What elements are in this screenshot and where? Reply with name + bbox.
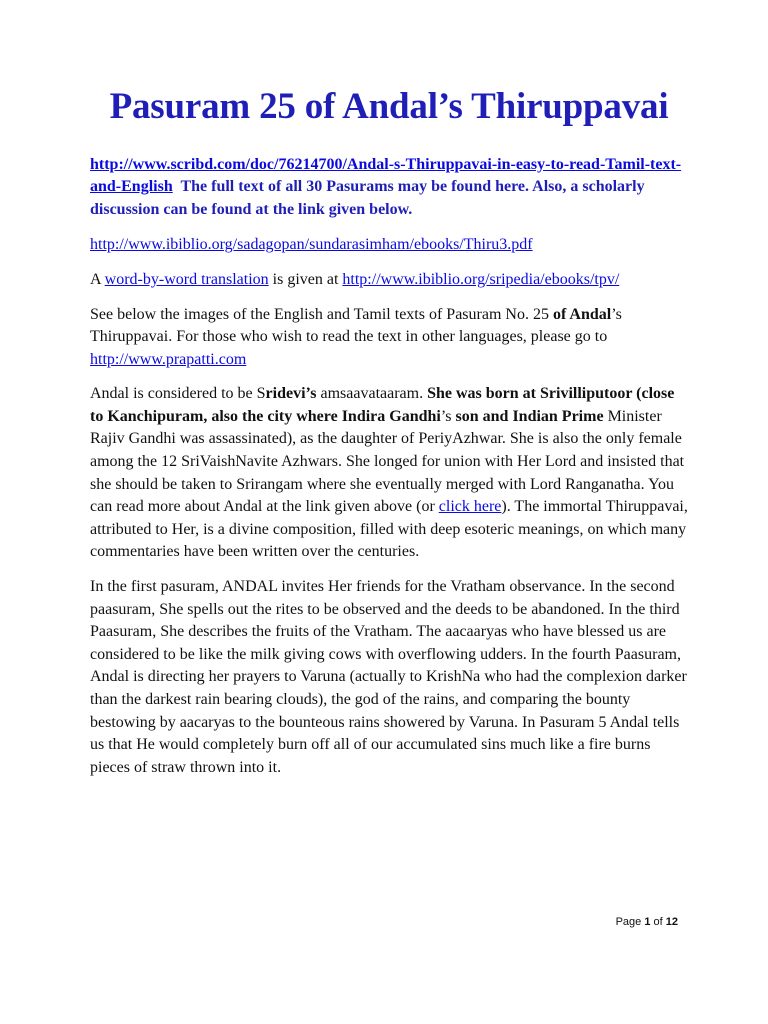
first-pasuram-paragraph: In the first pasuram, ANDAL invites Her friends for the Vratham observance. In the second paasuram, She spells out the rites to be observed and the deeds to be abandoned. In the third Paasuram, She describes the fruits of the Vratham. The aacaaryas who have blessed us are considered to be like the milk giving cows with overflowing udders. In the fourth Paasuram, Andal is directing her prayers to Varuna (actually to KrishNa who had the complexion darker than the darkest rain bearing clouds), the god of the rains, and comparing the bounty bestowing by aacaryas to the bounteous rains showered by Varuna. In Pasuram 5 Andal tells us that He would completely burn off all of our accumulated sins much like a fire burns pieces of straw thrown into it.: [90, 578, 687, 776]
sripedia-link[interactable]: http://www.ibiblio.org/sripedia/ebooks/tpv/: [342, 270, 620, 288]
translation-paragraph: [90, 269, 688, 292]
andal-bold-1: ridevi’s: [265, 385, 317, 403]
scribd-link[interactable]: http://www.scribd.com/doc/76214700/Andal-s-Thiruppavai-in-easy-to-read-Tamil-text-and-English: [90, 155, 682, 196]
andal-text-4: Minister Rajiv Gandhi was assassinated), as the daughter of PeriyAzhwar. She is also the only female among the 12 SriVaishNavite Azhwars. She longed for union with Her Lord and insisted that she should be taken to Srirangam where she eventually merged with Lord Ranganatha. You can read more about Andal at the link given above (or: [90, 407, 685, 516]
page-total: 12: [665, 916, 678, 928]
intro-paragraph: [90, 154, 688, 222]
andal-paragraph: [90, 383, 688, 564]
andal-text-1: Andal is considered to be S: [90, 385, 266, 403]
page-footer: [616, 916, 678, 928]
prapatti-link[interactable]: http://www.prapatti.com: [90, 350, 247, 368]
intro-text: The full text of all 30 Pasurams may be found here. Also, a scholarly discussion can be found at the link given below.: [90, 178, 645, 218]
see-below-paragraph: [90, 304, 688, 372]
andal-bold-3: son and Indian Prime: [455, 407, 604, 425]
see-below-bold: of Andal: [552, 305, 612, 323]
andal-text-5: ). The immortal Thiruppavai, attributed to Her, is a divine composition, filled with deep esoteric meanings, on which many commentaries have been written over the centuries.: [90, 498, 688, 561]
word-by-word-link[interactable]: word-by-word translation: [104, 270, 269, 288]
andal-text-2: amsaavataaram.: [316, 385, 428, 403]
see-below-text-2: ’s Thiruppavai. For those who wish to read the text in other languages, please go to: [90, 305, 622, 346]
ibiblio-pdf-link[interactable]: http://www.ibiblio.org/sadagopan/sundarasimham/ebooks/Thiru3.pdf: [90, 236, 533, 254]
andal-text-3: ’s: [440, 407, 456, 425]
page-title: Pasuram 25 of Andal’s Thiruppavai: [109, 86, 669, 127]
click-here-link[interactable]: click here: [438, 498, 502, 516]
page-label: Page: [615, 916, 645, 928]
translation-prefix: A: [90, 270, 105, 288]
see-below-text-1: See below the images of the English and Tamil texts of Pasuram No. 25: [90, 305, 553, 323]
ibiblio-paragraph: [90, 234, 688, 257]
translation-middle: is given at: [268, 270, 343, 288]
page-number: 1: [644, 916, 651, 928]
of-label: of: [650, 916, 666, 928]
andal-bold-2: She was born at Srivilliputoor (close to Kanchipuram, also the city where Indira Gandhi: [90, 385, 675, 425]
